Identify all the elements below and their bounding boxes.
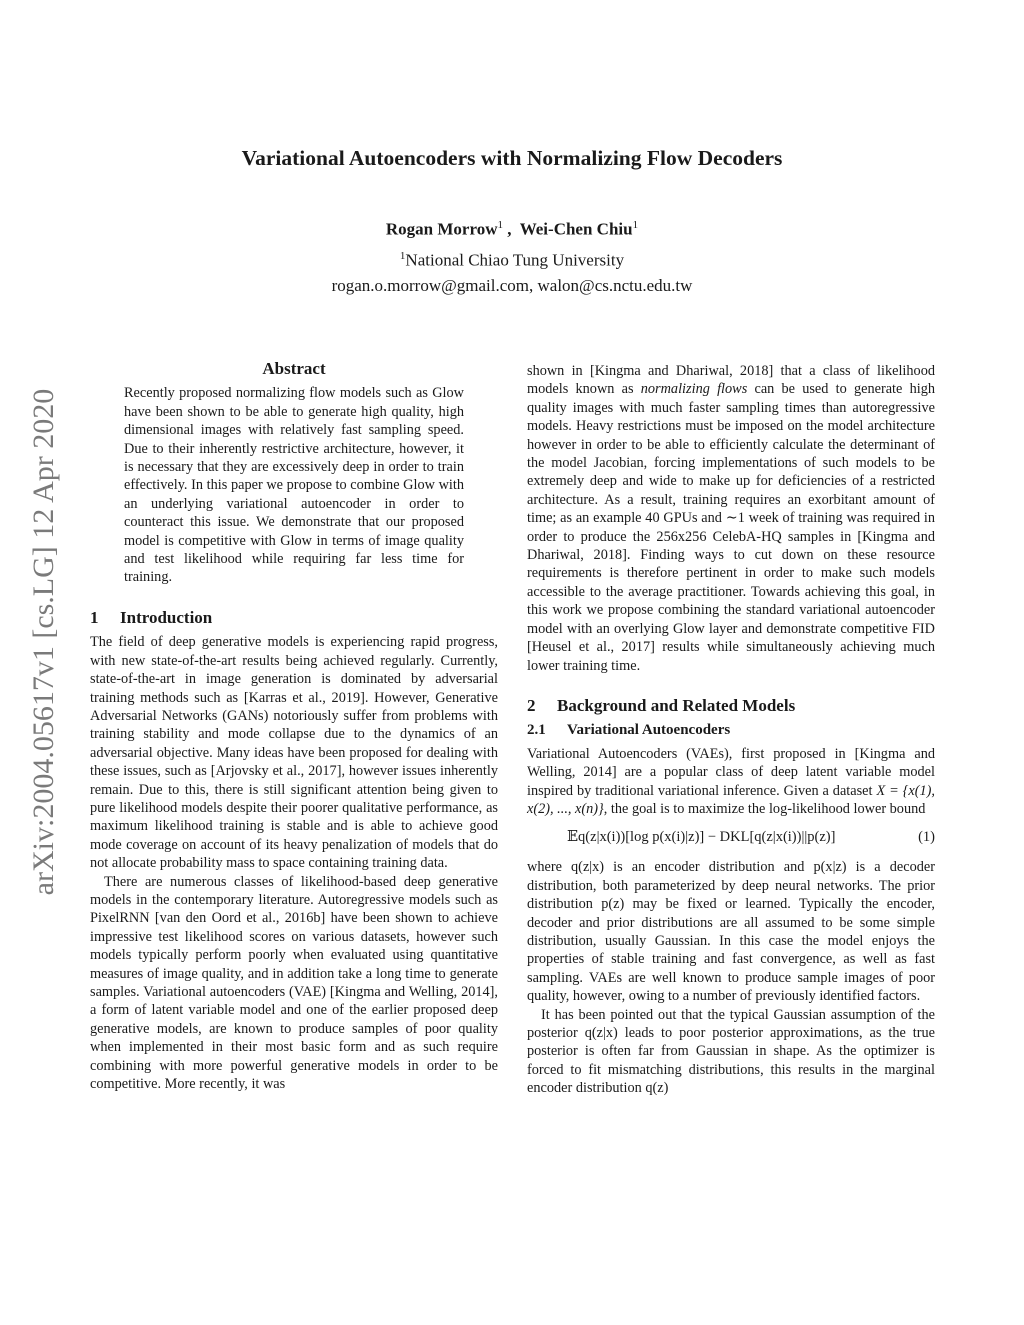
vae-p1-text-b: , the goal is to maximize the log-likelihood lower bound <box>603 800 926 817</box>
vae-paragraph-3: It has been pointed out that the typical Gaussian assumption of the posterior q(z|x) leads to poor posterior approximations, as the true posterior is often far from Gaussian in shape. As the optimizer is forced to fit mismatching distributions, this results in the marginal encoder distribution q(z) <box>527 1006 935 1097</box>
section-2-title: Background and Related Models <box>557 695 796 715</box>
author-1-affiliation-mark: 1 <box>497 219 503 231</box>
vae-paragraph-2: where q(z|x) is an encoder distribution and p(x|z) is a decoder distribution, both parameterized by deep neural networks. The prior distribution p(z) may be fixed or learned. Typically the encoder, decoder and prior distributions are all assumed to be some simple distribution, usually Gaussian. In this case the model enjoys the properties of stable training and fast convergence, as well as fast sampling. VAEs are well known to produce sample images of poor quality, however, owing to a number of previously identified factors. <box>527 859 935 1005</box>
author-names: Rogan Morrow$^1$ , Wei-Chen Chiu$^1$ <box>385 219 639 239</box>
dataset-math: X = {x(1), x(2), ..., x(n)} <box>527 782 935 817</box>
author-2-affiliation-mark: 1 <box>632 219 639 231</box>
arxiv-sidebar-identifier: arXiv:2004.05617v1 [cs.LG] 12 Apr 2020 <box>27 388 60 896</box>
section-1-title: Introduction <box>120 607 213 627</box>
vae-paragraph-1 <box>527 745 935 819</box>
section-2-heading <box>527 697 935 715</box>
left-column <box>90 360 498 1093</box>
section-2-number: 2 <box>527 695 536 715</box>
equation-1-number: (1) <box>918 829 935 846</box>
abstract-heading: Abstract <box>262 359 326 378</box>
right-column <box>527 362 935 1098</box>
subsection-2-1-heading <box>527 721 935 739</box>
equation-1-expression: 𝔼q(z|x(i))[log p(x(i)|z)] − DKL[q(z|x(i))||p(z)] <box>567 829 836 846</box>
intro-paragraph-3 <box>527 362 935 675</box>
intro-paragraph-2: There are numerous classes of likelihood-based deep generative models in the contemporary literature. Autoregressive models such as PixelRNN [van den Oord et al., 2016b] have been shown to achieve impressive test likelihood scores on various datasets, however such models typically perform poorly when evaluated using quantitative measures of image quality, and in addition take a long time to generate samples. Variational autoencoders (VAE) [Kingma and Welling, 2014], a form of latent variable model and one of the earlier proposed deep generative models, are known to produce samples of poor quality when implemented in their most basic form and as such require combining with more powerful generative models in order to be competitive. More recently, it was <box>90 873 498 1093</box>
equation-1 <box>527 818 935 858</box>
author-1: Rogan Morrow <box>385 219 498 239</box>
abstract-text: Recently proposed normalizing flow models such as Glow have been shown to be able to generate high quality, high dimensional images with relatively fast sampling speed. Due to their inherently restrictive architecture, however, it is necessary that they are excessively deep in order to train effectively. In this paper we propose to combine Glow with an underlying variational autoencoder in order to counteract this issue. We demonstrate that our proposed model is competitive with Glow in terms of image quality and test likelihood while requiring far less time for training. <box>124 385 464 586</box>
affiliation-mark: 1 <box>399 249 406 262</box>
author-block <box>0 212 1024 299</box>
section-1-number: 1 <box>90 607 99 627</box>
author-emails: rogan.o.morrow@gmail.com, walon@cs.nctu.edu.tw <box>331 276 693 296</box>
paper-title: Variational Autoencoders with Normalizing Flow Decoders <box>241 146 783 170</box>
intro-p3-text-a: shown in [Kingma and Dhariwal, 2018] that a class of likelihood models known as <box>527 363 935 398</box>
subsection-2-1-number: 2.1 <box>527 722 546 739</box>
intro-p3-emphasis: normalizing flows <box>640 381 748 398</box>
subsection-2-1-title: Variational Autoencoders <box>567 722 731 739</box>
intro-paragraph-1: The field of deep generative models is experiencing rapid progress, with new state-of-the-art results being achieved regularly. Currently, state-of-the-art in image generation is dominated by adversarial training methods such as [Karras et al., 2019]. However, Generative Adversarial Networks (GANs) notoriously suffer from problems with training stability and mode collapse due to the dynamics of an adversarial objective. Many ideas have been proposed for dealing with these issues, such as [Arjovsky et al., 2017], however issues inherently remain. Due to this, there is still significant attention being given to pure likelihood models despite their poorer qualitative performance, as maximum likelihood training is stable and is able to achieve good mode coverage on account of its heavy penalization of models that do not allocate probability mass to space containing training data. <box>90 634 498 872</box>
section-1-heading <box>90 609 498 627</box>
intro-p3-text-b: can be used to generate high quality images with much faster sampling times than autoregressive models. Heavy restrictions must be imposed on the model architecture however in order to be able to efficiently calculate the determinant of the model Jacobian, forcing implementations of such models to be extremely deep and wide to make up for deficiencies of a restricted architecture. As a result, training requires an exorbitant amount of time; as an example 40 GPUs and ∼1 week of training was required in order to produce the 256x256 CelebA-HQ samples in [Kingma and Dhariwal, 2018]. Finding ways to cut down on these resource requirements is therefore pertinent in order to make such models accessible to the average practitioner. Towards achieving this goal, in this work we propose combining the standard variational autoencoder model with an overlying Glow layer and demonstrate competitive FID [Heusel et al., 2017] results while simultaneously achieving much lower training time. <box>527 381 935 674</box>
affiliation <box>0 243 1024 274</box>
vae-p1-text-a: Variational Autoencoders (VAEs), first proposed in [Kingma and Welling, 2014] are a popular class of deep latent variable model inspired by traditional variational inference. Given a dataset <box>527 745 935 799</box>
author-2: Wei-Chen Chiu <box>519 219 633 239</box>
affiliation-name: National Chiao Tung University <box>405 250 625 270</box>
